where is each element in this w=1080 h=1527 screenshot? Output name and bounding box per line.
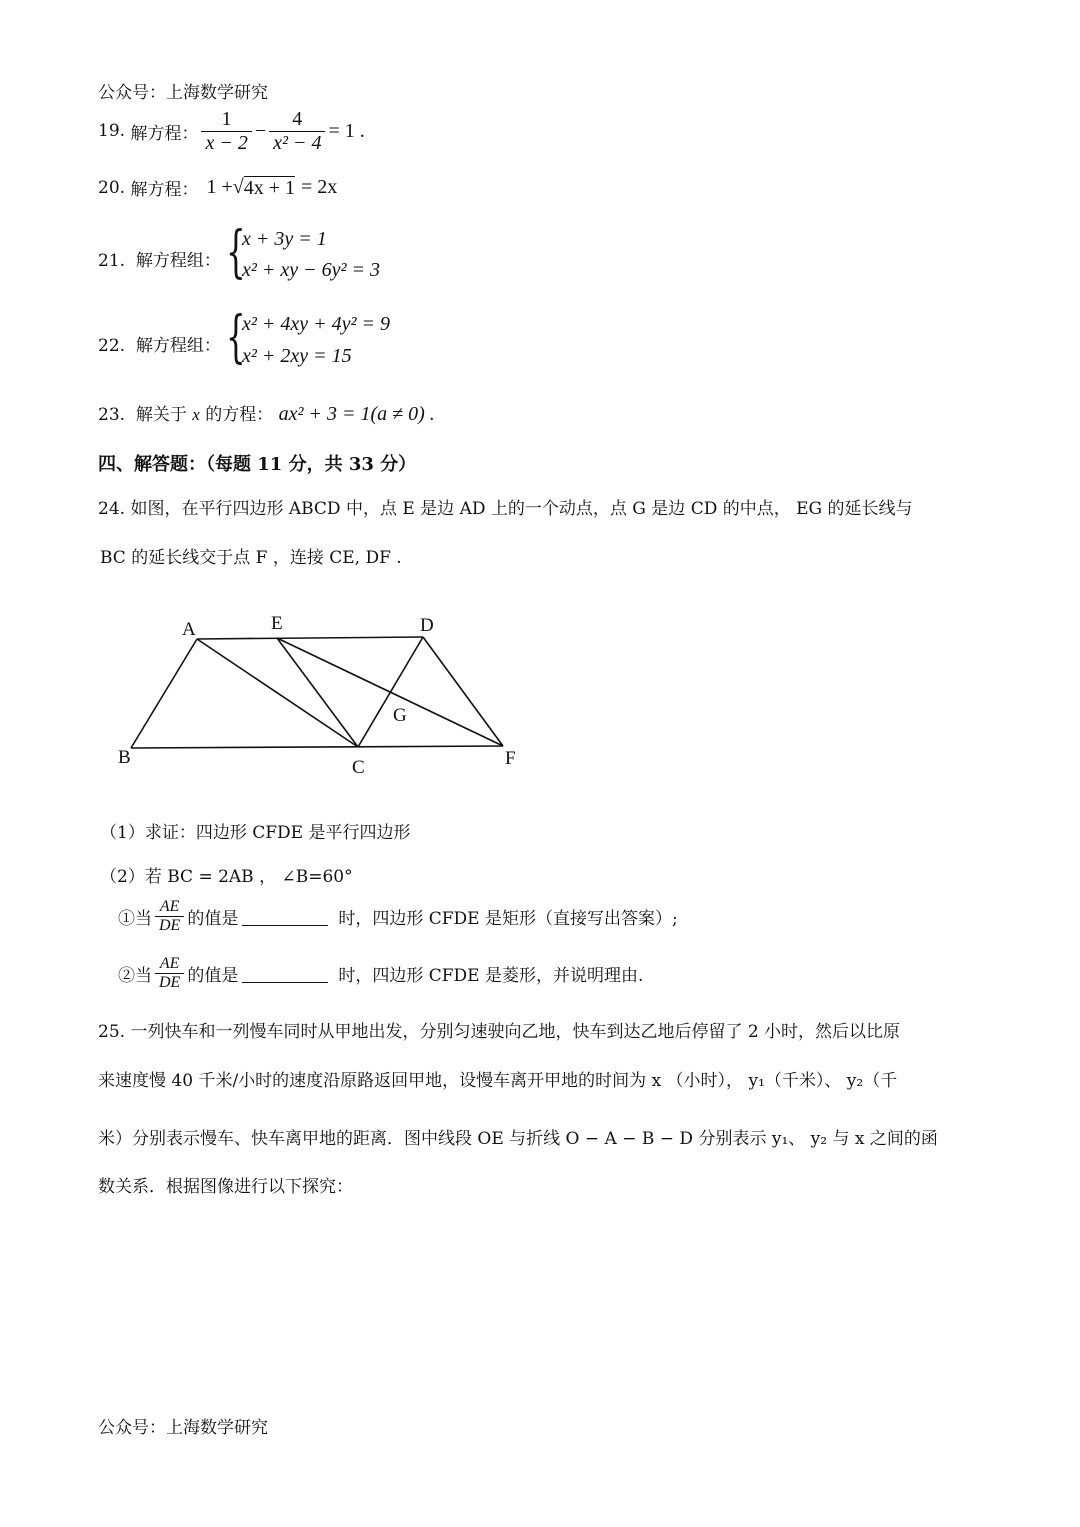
q24-sub1-den: DE (155, 916, 184, 935)
section-4-title: 四、解答题：（每题 11 分，共 33 分） (98, 454, 417, 475)
label-D: D (420, 615, 434, 636)
q21-number: 21. (98, 251, 126, 271)
q19-num1: 1 (221, 107, 232, 130)
q24-sub1-fraction (155, 898, 184, 935)
q24-sub1-tail: 时，四边形 CFDE 是矩形（直接写出答案）; (338, 909, 678, 929)
q25-line-2: 来速度慢 40 千米/小时的速度沿原路返回甲地，设慢车离开甲地的时间为 x （小时）， y₁（千米）、 y₂（千 (98, 1071, 898, 1091)
question-19 (98, 103, 365, 159)
q19-rhs: = 1 . (328, 119, 365, 142)
q24-sub2-suffix: 的值是 (187, 966, 239, 986)
q24-part-2: （2）若 BC = 2AB ， ∠B=60° (100, 867, 353, 887)
q24-sub2-den: DE (155, 973, 184, 992)
q20-lhs: 1 + (206, 176, 233, 198)
label-A: A (182, 619, 196, 640)
q23-prompt: 解关于 (135, 405, 187, 425)
q24-sub2-prefix: ②当 (118, 966, 152, 986)
sqrt-icon: √ (232, 176, 244, 198)
q25-line-4: 数关系．根据图像进行以下探究： (98, 1177, 353, 1197)
label-C: C (352, 757, 365, 778)
q19-minus: − (254, 119, 267, 142)
q24-part-1: （1）求证：四边形 CFDE 是平行四边形 (100, 823, 411, 843)
q19-num2: 4 (292, 107, 303, 130)
question-20 (98, 175, 337, 200)
label-E: E (271, 613, 283, 634)
q20-prompt: 解方程： (130, 180, 199, 200)
q21-prompt: 解方程组： (135, 251, 221, 271)
segment-BF (131, 746, 503, 748)
question-22-label (98, 331, 221, 356)
q23-number: 23. (98, 405, 126, 425)
segment-EC (277, 638, 358, 747)
q19-prompt: 解方程： (130, 123, 199, 144)
footer-watermark: 公众号：上海数学研究 (98, 1418, 268, 1438)
q24-sub2-num: AE (159, 955, 180, 972)
q19-den1: x − 2 (201, 131, 251, 155)
q24-line-1: 24. 如图，在平行四边形 ABCD 中，点 E 是边 AD 上的一个动点，点 G 是边 CD 的中点， EG 的延长线与 (98, 499, 913, 519)
q25-line-1: 25. 一列快车和一列慢车同时从甲地出发，分别匀速驶向乙地，快车到达乙地后停留了 2 小时，然后以比原 (98, 1022, 901, 1042)
q20-radicand: 4x + 1 (243, 176, 295, 199)
segment-DC (358, 637, 423, 747)
label-F: F (505, 748, 516, 769)
q19-den2: x² − 4 (269, 131, 325, 155)
q24-sub-1 (118, 898, 678, 935)
q23-eq: ax² + 3 = 1(a ≠ 0) . (278, 403, 435, 425)
segment-DF (423, 637, 503, 746)
q24-sub1-answer-blank[interactable] (242, 907, 328, 926)
q20-number: 20. (98, 177, 126, 198)
segment-AC (197, 639, 358, 747)
segment-AD (197, 637, 423, 639)
header-watermark: 公众号：上海数学研究 (98, 83, 268, 103)
q20-rhs: = 2x (301, 176, 338, 198)
q23-var: x (192, 405, 200, 424)
q24-sub2-tail: 时，四边形 CFDE 是菱形，并说明理由. (338, 966, 644, 986)
q24-line-2: BC 的延长线交于点 F ，连接 CE, DF . (100, 548, 402, 568)
q25-line-3: 米）分别表示慢车、快车离甲地的距离．图中线段 OE 与折线 O − A − B − D 分别表示 y₁、 y₂ 与 x 之间的函 (98, 1129, 938, 1149)
q23-prompt2: 的方程： (205, 405, 274, 425)
label-B: B (118, 747, 131, 768)
label-G: G (393, 705, 407, 726)
q22-number: 22. (98, 336, 126, 356)
q19-fraction-1 (201, 108, 251, 155)
q24-sub2-fraction (155, 955, 184, 992)
q22-prompt: 解方程组： (135, 336, 221, 356)
q24-sub1-prefix: ①当 (118, 909, 152, 929)
q19-number: 19. (98, 121, 126, 141)
q22-eq1: x² + 4xy + 4y² = 9 (242, 313, 390, 335)
question-21-label (98, 246, 221, 271)
q24-sub2-answer-blank[interactable] (242, 964, 328, 983)
segment-AB (131, 639, 197, 748)
parallelogram-figure (100, 605, 540, 785)
q19-fraction-2 (269, 108, 325, 155)
q24-sub1-num: AE (159, 898, 180, 915)
q21-eq1: x + 3y = 1 (242, 228, 327, 250)
q24-sub-2 (118, 955, 643, 992)
q24-sub1-suffix: 的值是 (187, 909, 239, 929)
q22-brace-icon: { (226, 305, 246, 370)
q22-eq2: x² + 2xy = 15 (242, 345, 352, 367)
q21-brace-icon: { (226, 220, 246, 285)
question-23 (98, 400, 435, 426)
q21-eq2: x² + xy − 6y² = 3 (242, 259, 380, 281)
